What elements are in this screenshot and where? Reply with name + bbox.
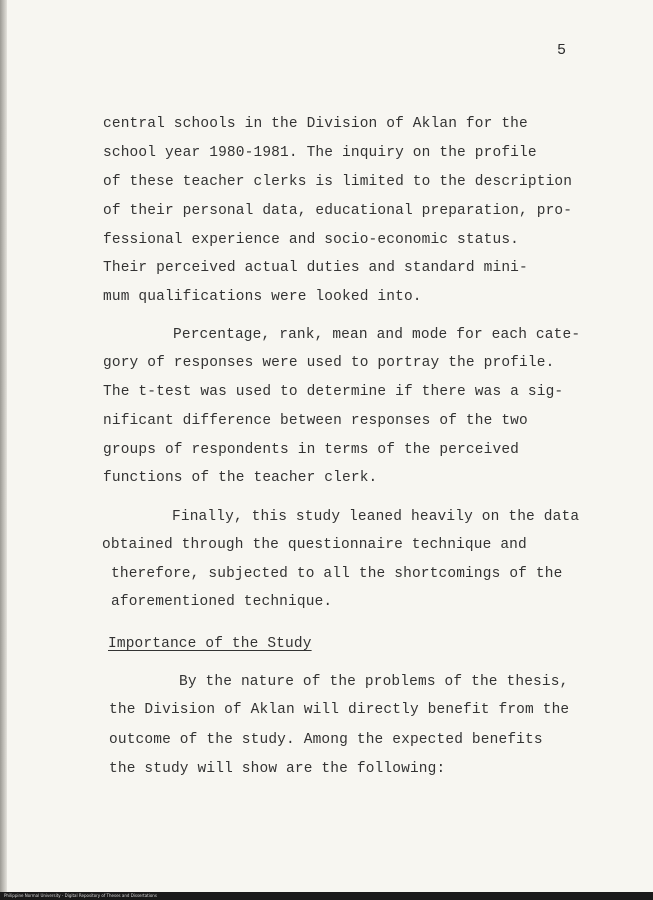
section-line-4: the study will show are the following:	[109, 761, 446, 777]
paragraph-3-line-4: aforementioned technique.	[111, 594, 333, 610]
paragraph-2-line-4: nificant difference between responses of the two	[103, 413, 528, 429]
section-line-3: outcome of the study. Among the expected benefits	[109, 732, 543, 748]
section-line-2: the Division of Aklan will directly benefit from the	[109, 702, 570, 718]
footer-text: Philippine Normal University - Digital Repository of Theses and Dissertations	[4, 893, 157, 898]
paragraph-2-line-1: Percentage, rank, mean and mode for each cate-	[173, 327, 581, 343]
section-line-1: By the nature of the problems of the thesis,	[179, 674, 569, 690]
paragraph-2-line-6: functions of the teacher clerk.	[103, 470, 378, 486]
page-number: 5	[557, 42, 567, 59]
binding-shadow	[0, 0, 7, 900]
paragraph-1-line-3: of these teacher clerks is limited to the description	[103, 174, 573, 190]
paragraph-1-line-7: mum qualifications were looked into.	[103, 289, 422, 305]
paragraph-2-line-3: The t-test was used to determine if there was a sig-	[103, 384, 564, 400]
paragraph-2-line-5: groups of respondents in terms of the perceived	[103, 442, 520, 458]
paragraph-1-line-5: fessional experience and socio-economic status.	[103, 232, 520, 248]
paragraph-1-line-2: school year 1980-1981. The inquiry on the profile	[103, 145, 537, 161]
paragraph-3-line-1: Finally, this study leaned heavily on the data	[172, 509, 580, 525]
paragraph-1-line-1: central schools in the Division of Aklan for the	[103, 116, 528, 132]
paragraph-1-line-4: of their personal data, educational preparation, pro-	[103, 203, 573, 219]
paragraph-3-line-3: therefore, subjected to all the shortcomings of the	[111, 566, 563, 582]
paragraph-2-line-2: gory of responses were used to portray the profile.	[103, 355, 555, 371]
paragraph-3-line-2: obtained through the questionnaire technique and	[102, 537, 527, 553]
section-heading: Importance of the Study	[108, 636, 312, 652]
paragraph-1-line-6: Their perceived actual duties and standard mini-	[103, 260, 528, 276]
